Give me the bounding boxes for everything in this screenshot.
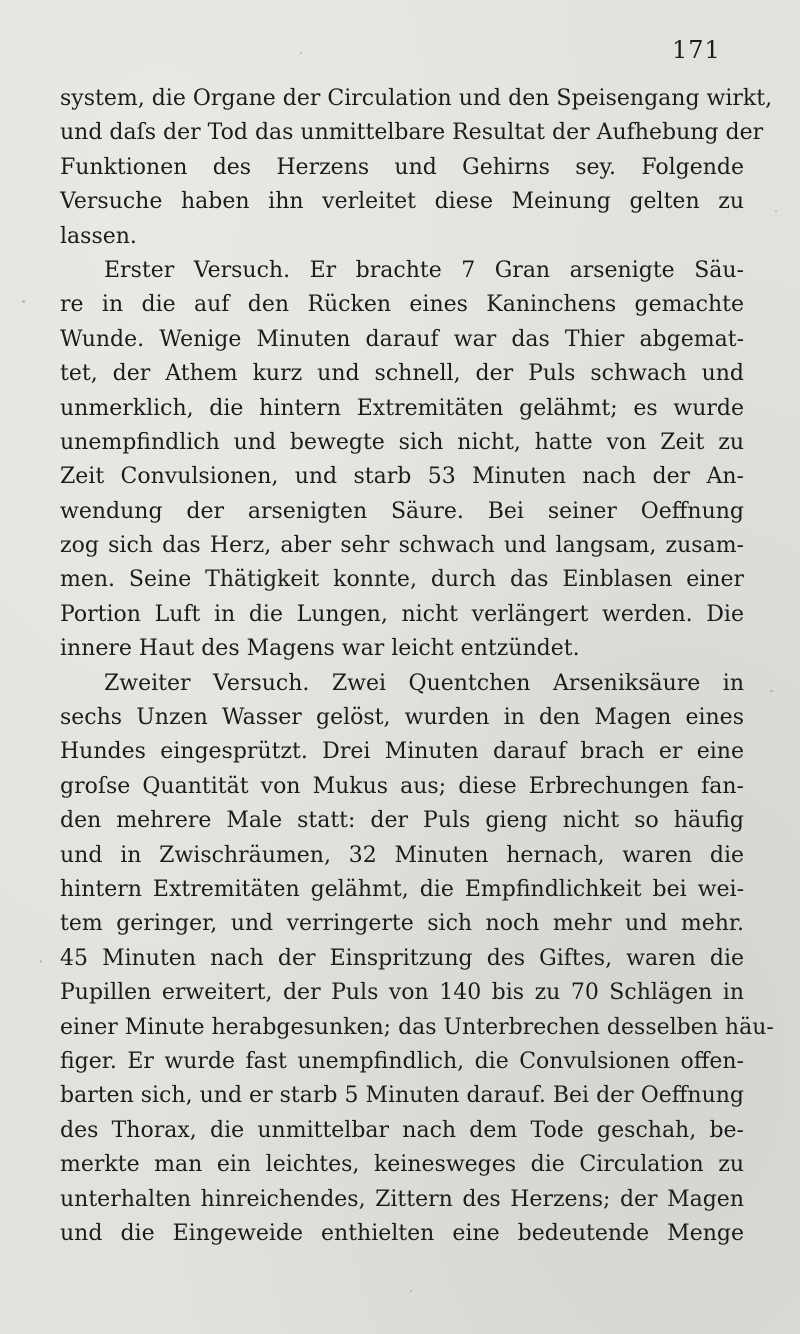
text-line: hintern Extremitäten gelähmt, die Empfindlichkeit bei wei- [60,876,744,902]
text-line: tet, der Athem kurz und schnell, der Puls schwach und [60,361,744,387]
page-number: 171 [672,36,721,64]
text-line: system, die Organe der Circulation und den Speisengang wirkt, [60,86,773,111]
text-line: unmerklich, die hintern Extremitäten gelähmt; es wurde [60,395,744,421]
text-line: sechs Unzen Wasser gelöst, wurden in den Magen eines [60,705,744,731]
text-line: zog sich das Herz, aber sehr schwach und langsam, zusam- [60,533,744,559]
body-text [60,82,774,1251]
text-line: Zeit Convulsionen, und starb 53 Minuten nach der An- [60,464,744,490]
paper-speck [770,690,773,692]
text-line: groſse Quantität von Mukus aus; diese Erbrechungen fan- [60,773,744,799]
text-line: und die Eingeweide enthielten eine bedeutende Menge [60,1220,744,1246]
text-line: lassen. [60,223,137,249]
text-line: des Thorax, die unmittelbar nach dem Tode geschah, be- [60,1117,744,1143]
text-line: einer Minute herabgesunken; das Unterbrechen desselben häu- [60,1014,774,1040]
text-line: wendung der arsenigten Säure. Bei seiner Oeffnung [60,498,744,524]
text-line: tem geringer, und verringerte sich noch mehr und mehr. [60,911,744,937]
text-line: Zweiter Versuch. Zwei Quentchen Arseniksäure in [104,670,744,696]
text-line: Wunde. Wenige Minuten darauf war das Thier abgemat- [60,326,744,352]
text-line: den mehrere Male statt: der Puls gieng nicht so häufig [60,808,744,834]
text-line: Funktionen des Herzens und Gehirns sey. Folgende [60,154,744,180]
text-line: re in die auf den Rücken eines Kaninchens gemachte [60,292,744,318]
paper-speck [775,210,777,212]
text-line: innere Haut des Magens war leicht entzündet. [60,636,580,662]
text-line: figer. Er wurde fast unempfindlich, die Convulsionen offen- [60,1048,744,1074]
text-line: Pupillen erweitert, der Puls von 140 bis zu 70 Schlägen in [60,980,744,1006]
text-line: Erster Versuch. Er brachte 7 Gran arsenigte Säu- [104,257,744,283]
text-line: men. Seine Thätigkeit konnte, durch das Einblasen einer [60,567,744,593]
paper-speck [22,300,25,303]
text-line: unterhalten hinreichendes, Zittern des Herzens; der Magen [60,1186,744,1212]
paper-speck [300,52,302,54]
text-line: und in Zwischräumen, 32 Minuten hernach, waren die [60,842,744,868]
text-line: Hundes eingesprützt. Drei Minuten darauf brach er eine [60,739,744,765]
text-line: Portion Luft in die Lungen, nicht verlängert werden. Die [60,601,744,627]
paper-speck [410,1290,412,1292]
text-line: barten sich, und er starb 5 Minuten darauf. Bei der Oeffnung [60,1083,744,1109]
text-line: merkte man ein leichtes, keinesweges die Circulation zu [60,1152,744,1178]
text-line: und daſs der Tod das unmittelbare Resultat der Aufhebung der [60,120,764,146]
text-line: Versuche haben ihn verleitet diese Meinung gelten zu [60,189,744,215]
paper-speck [40,960,42,963]
text-line: unempfindlich und bewegte sich nicht, hatte von Zeit zu [60,429,744,455]
text-line: 45 Minuten nach der Einspritzung des Giftes, waren die [60,945,744,971]
